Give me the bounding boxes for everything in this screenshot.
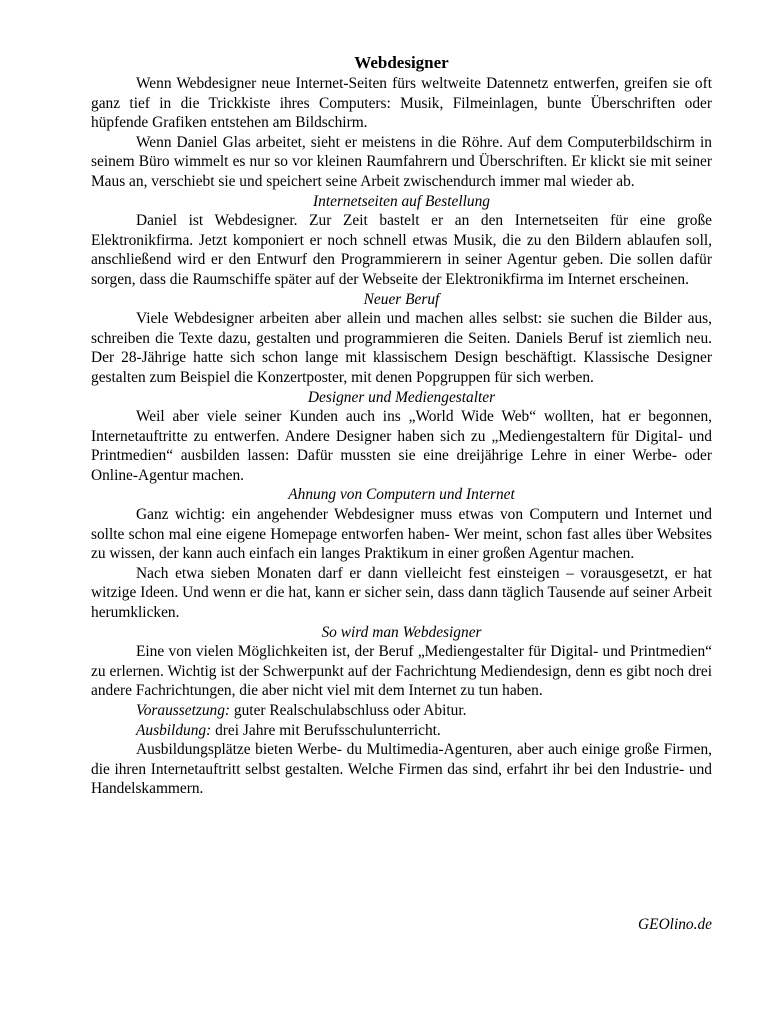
section-neuer-beruf-paragraph: Viele Webdesigner arbeiten aber allein und machen alles selbst: sie suchen die Bilder aus, schreiben die Texte dazu, gestalten und programmieren die Seiten. Daniels Beruf ist ziemlich neu. Der 28-Jährige hatte sich schon lange mit klassischem Design beschäftigt. Klassische Designer gestalten zum Beispiel die Konzertposter, mit denen Popgruppen für sich werben. bbox=[91, 310, 712, 386]
training-label: Ausbildung: bbox=[136, 721, 212, 739]
closing-paragraph: Ausbildungsplätze bieten Werbe- du Multimedia-Agenturen, aber auch einige große Firmen, die ihren Internetauftritt selbst gestalten. Welche Firmen das sind, erfahrt ihr bei den Industrie- und Handelskammern. bbox=[91, 741, 712, 798]
section-heading-mediengestalter: Designer und Mediengestalter bbox=[307, 388, 496, 406]
requirement-line bbox=[91, 701, 712, 721]
training-text: drei Jahre mit Berufsschulunterricht. bbox=[211, 721, 441, 739]
section-so-wird-man-paragraph: Eine von vielen Möglichkeiten ist, der Beruf „Mediengestalter für Digital- und Printmedien“ zu erlernen. Wichtig ist der Schwerpunkt auf der Fachrichtung Mediendesign, denn es gibt noch drei andere Fachrichtungen, die aber nicht viel mit dem Internet zu tun haben. bbox=[91, 643, 712, 700]
intro-paragraph-1: Wenn Webdesigner neue Internet-Seiten fürs weltweite Datennetz entwerfen, greifen sie oft ganz tief in die Trickkiste ihres Computers: Musik, Filmeinlagen, bunte Überschriften oder hüpfende Grafiken entstehen am Bildschirm. bbox=[91, 75, 712, 132]
section-heading-bestellung: Internetseiten auf Bestellung bbox=[313, 192, 490, 210]
section-bestellung-paragraph: Daniel ist Webdesigner. Zur Zeit bastelt er an den Internetseiten für eine große Elektronikfirma. Jetzt komponiert er noch schnell etwas Musik, die zu den Bildern ablaufen soll, anschließend wird er den Entwurf den Programmierern in seiner Agentur geben. Die sollen dafür sorgen, dass die Raumschiffe später auf der Webseite der Elektronikfirma im Internet erscheinen. bbox=[91, 212, 712, 288]
requirement-label: Voraussetzung: bbox=[136, 702, 231, 719]
section-ahnung-paragraph-1: Ganz wichtig: ein angehender Webdesigner muss etwas von Computern und Internet und sollte schon mal eine eigene Homepage entworfen haben- Wer meint, schon fast alles über Websites zu wissen, der kann auch einfach ein langes Praktikum in einer großen Agentur machen. bbox=[91, 506, 712, 563]
article bbox=[91, 52, 712, 799]
training-line bbox=[91, 721, 712, 741]
requirement-text: guter Realschulabschluss oder Abitur. bbox=[230, 702, 467, 719]
section-heading-ahnung: Ahnung von Computern und Internet bbox=[288, 486, 515, 504]
section-mediengestalter-paragraph: Weil aber viele seiner Kunden auch ins „World Wide Web“ wollten, hat er begonnen, Internetauftritte zu entwerfen. Andere Designer haben sich zu „Mediengestaltern für Digital- und Printmedien“ ausbilden lassen: Dafür mussten sie eine dreijährige Lehre in einer Werbe- oder Online-Agentur machen. bbox=[91, 408, 712, 484]
article-title: Webdesigner bbox=[354, 53, 449, 72]
intro-paragraph-2: Wenn Daniel Glas arbeitet, sieht er meistens in die Röhre. Auf dem Computerbildschirm in seinem Büro wimmelt es nur so vor kleinen Raumfahrern und Überschriften. Er klickt sie mit seiner Maus an, verschiebt sie und speichert seine Arbeit zwischendurch immer mal wieder ab. bbox=[91, 133, 712, 190]
source-credit: GEOlino.de bbox=[638, 916, 712, 933]
section-heading-so-wird-man: So wird man Webdesigner bbox=[321, 623, 482, 641]
section-ahnung-paragraph-2: Nach etwa sieben Monaten darf er dann vielleicht fest einsteigen – vorausgesetzt, er hat witzige Ideen. Und wenn er die hat, kann er sicher sein, dass dann täglich Tausende auf seiner Arbeit herumklicken. bbox=[91, 564, 712, 622]
section-heading-neuer-beruf: Neuer Beruf bbox=[363, 290, 440, 308]
